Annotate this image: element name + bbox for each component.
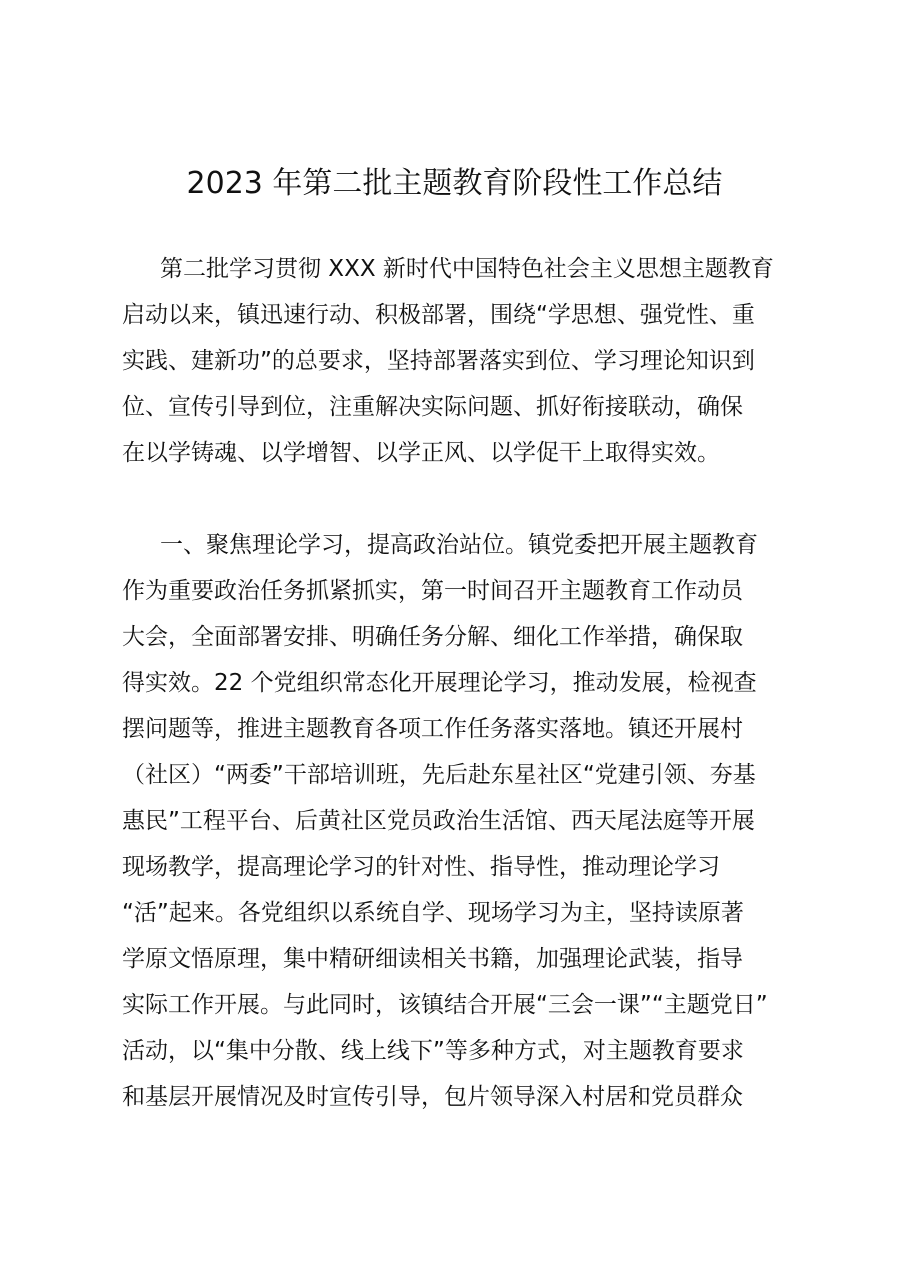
text-line: 大会，全面部署安排、明确任务分解、细化工作举措，确保取 [122, 624, 743, 650]
text-line: 位、宣传引导到位，注重解决实际问题、抓好衔接联动，确保 [122, 394, 743, 420]
text-line: 实际工作开展。与此同时，该镇结合开展“三会一课”“主题党日” [122, 992, 768, 1018]
paragraph-intro [122, 246, 802, 476]
text-line: 启动以来，镇迅速行动、积极部署，围绕“学思想、强党性、重 [122, 302, 755, 328]
text-line: 现场教学，提高理论学习的针对性、指导性，推动理论学习 [122, 854, 720, 880]
text-line: 作为重要政治任务抓紧抓实，第一时间召开主题教育工作动员 [122, 578, 743, 604]
paragraph-section-one [122, 522, 802, 1120]
text-line: 惠民”工程平台、后黄社区党员政治生活馆、西天尾法庭等开展 [122, 808, 755, 834]
text-line: 第二批学习贯彻 XXX 新时代中国特色社会主义思想主题教育 [160, 256, 774, 282]
text-line: 一、聚焦理论学习，提高政治站位。镇党委把开展主题教育 [160, 532, 758, 558]
text-line: 得实效。22 个党组织常态化开展理论学习，推动发展，检视查 [122, 670, 757, 696]
document-title: 2023 年第二批主题教育阶段性工作总结 [186, 166, 723, 201]
text-line: 和基层开展情况及时宣传引导，包片领导深入村居和党员群众 [122, 1084, 743, 1110]
text-line: 实践、建新功”的总要求，坚持部署落实到位、学习理论知识到 [122, 348, 755, 374]
text-line: 摆问题等，推进主题教育各项工作任务落实落地。镇还开展村 [122, 716, 743, 742]
text-line: 活动，以“集中分散、线上线下”等多种方式，对主题教育要求 [122, 1038, 744, 1064]
text-line: （社区）“两委”干部培训班，先后赴东星社区“党建引领、夯基 [122, 762, 756, 788]
text-line: “活”起来。各党组织以系统自学、现场学习为主，坚持读原著 [122, 900, 744, 926]
text-line: 学原文悟原理，集中精研细读相关书籍，加强理论武装，指导 [122, 946, 743, 972]
text-line: 在以学铸魂、以学增智、以学正风、以学促干上取得实效。 [122, 440, 720, 466]
